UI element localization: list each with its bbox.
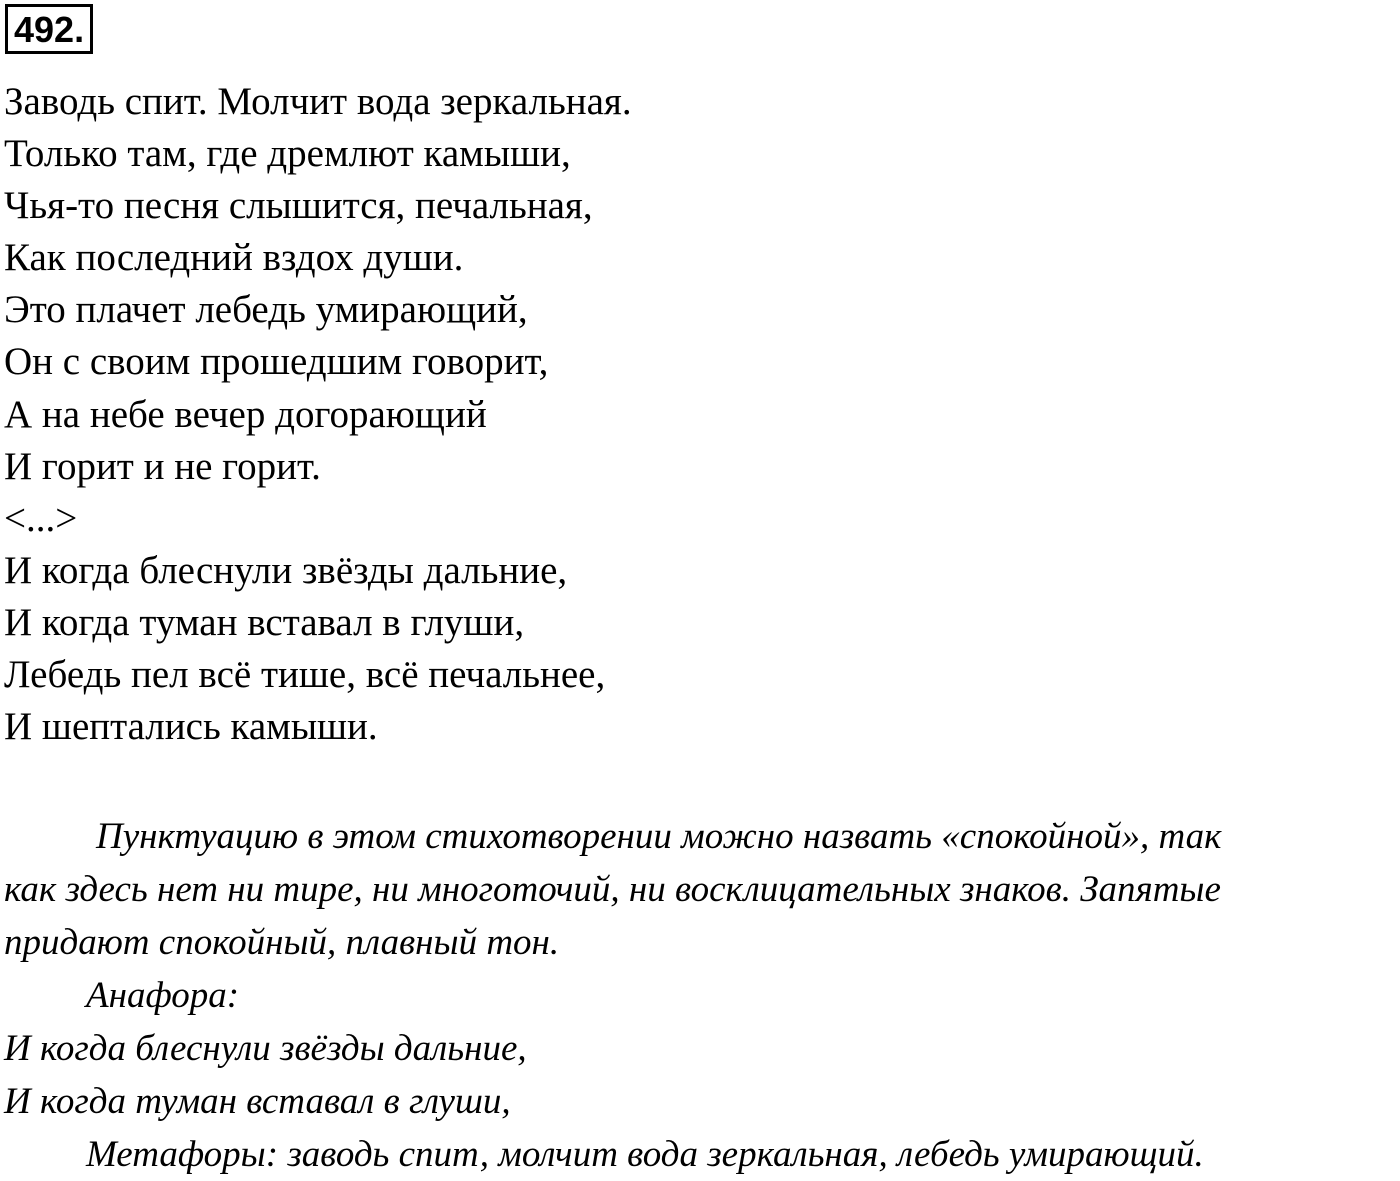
exercise-number: 492.: [5, 4, 93, 54]
poem-line: И когда туман вставал в глуши,: [4, 600, 525, 644]
poem-line: А на небе вечер догорающий: [4, 392, 487, 436]
poem-line: И когда блеснули звёзды дальние,: [4, 548, 568, 592]
poem-line: Он с своим прошедшим говорит,: [4, 340, 549, 384]
poem-line: Как последний вздох души.: [4, 236, 464, 280]
anaphora-example-line: И когда туман вставал в глуши,: [4, 1081, 511, 1122]
metaphors-text: Метафоры: заводь спит, молчит вода зеркальная, лебедь умирающий.: [86, 1134, 1204, 1175]
poem-line: Только там, где дремлют камыши,: [4, 132, 571, 176]
poem-line: И горит и не горит.: [4, 444, 321, 488]
poem-line: Заводь спит. Молчит вода зеркальная.: [4, 80, 632, 123]
poem-line: Это плачет лебедь умирающий,: [4, 288, 528, 332]
analysis-section: [4, 810, 1396, 1181]
analysis-text-line: Пунктуацию в этом стихотворении можно назвать «спокойной», так: [96, 816, 1222, 857]
poem-ellipsis: <...>: [4, 496, 78, 540]
poem: [4, 76, 632, 753]
poem-line: Чья-то песня слышится, печальная,: [4, 184, 593, 228]
poem-line: Лебедь пел всё тише, всё печальнее,: [4, 653, 606, 697]
analysis-text-line: придают спокойный, плавный тон.: [4, 922, 560, 963]
analysis-text-line: как здесь нет ни тире, ни многоточий, ни восклицательных знаков. Запятые: [4, 869, 1221, 910]
poem-line: И шептались камыши.: [4, 705, 378, 749]
anaphora-label: Анафора:: [86, 975, 240, 1016]
anaphora-example-line: И когда блеснули звёзды дальние,: [4, 1028, 527, 1069]
